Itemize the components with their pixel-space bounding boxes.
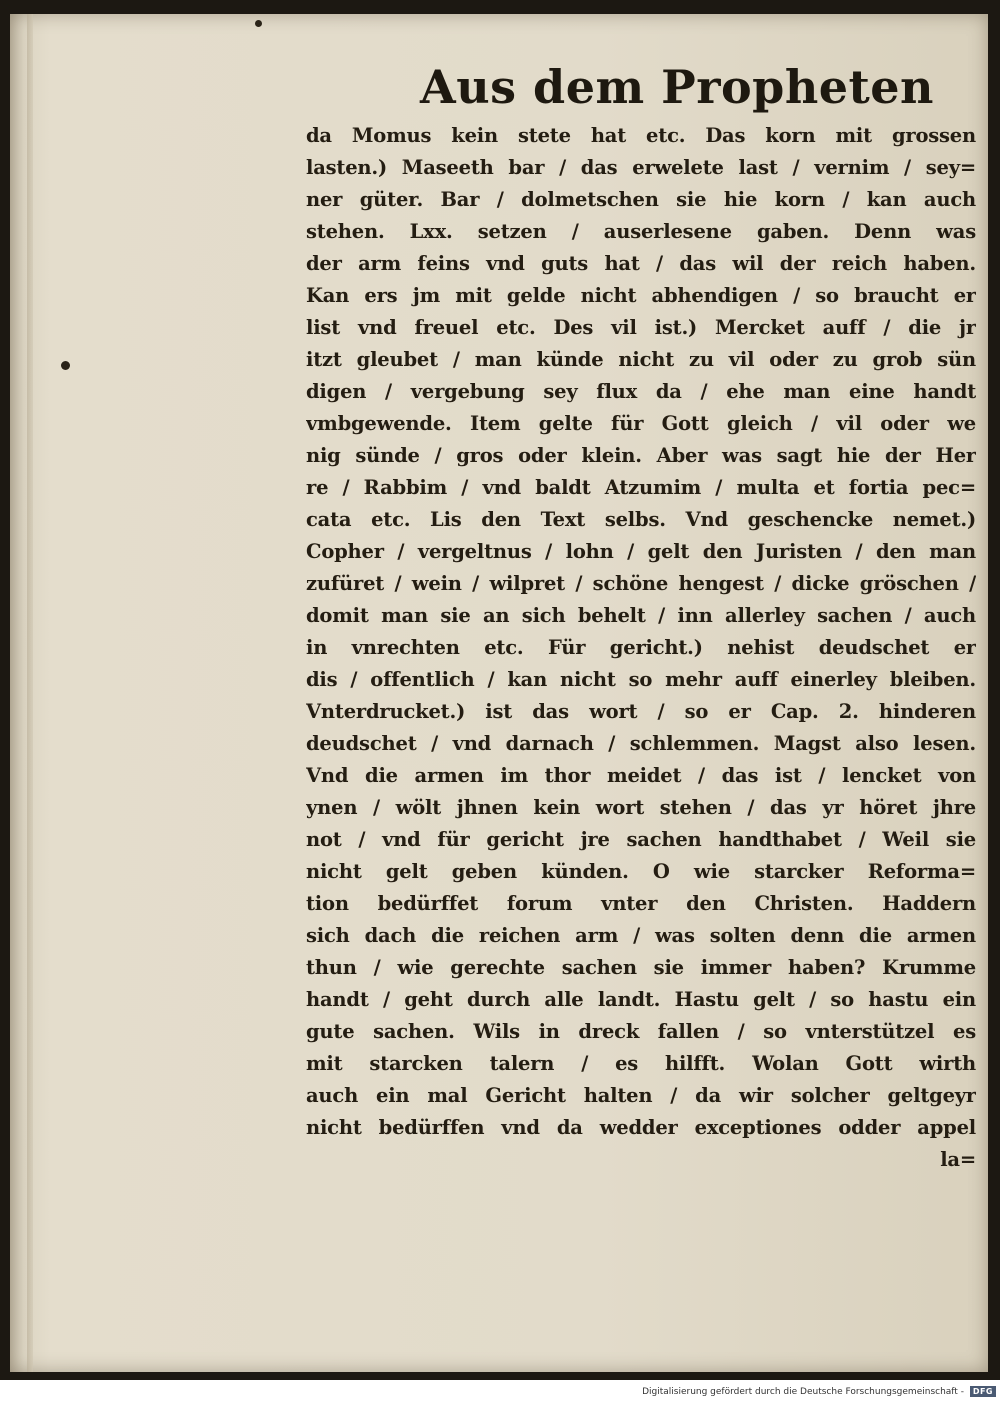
text-line: domit man sie an sich behelt / inn allerley sachen / auch: [306, 604, 976, 627]
text-line: nig sünde / gros oder klein. Aber was sagt hie der Her: [306, 444, 976, 467]
text-line: nicht bedürffen vnd da wedder exceptiones odder appel: [306, 1116, 976, 1139]
text-line: in vnrechten etc. Für gericht.) nehist deudschet er: [306, 636, 976, 659]
text-line: Vnterdrucket.) ist das wort / so er Cap. 2. hinderen: [306, 700, 976, 723]
text-line: sich dach die reichen arm / was solten denn die armen: [306, 924, 976, 947]
text-line: Kan ers jm mit gelde nicht abhendigen / so braucht er: [306, 284, 976, 307]
ink-speck-top: [255, 20, 262, 27]
catchword: la=: [940, 1148, 976, 1171]
text-line: thun / wie gerechte sachen sie immer haben? Krumme: [306, 956, 976, 979]
text-line: list vnd freuel etc. Des vil ist.) Mercket auff / die jr: [306, 316, 976, 339]
text-line: stehen. Lxx. setzen / auserlesene gaben. Denn was: [306, 220, 976, 243]
text-line: zufüret / wein / wilpret / schöne hengest / dicke gröschen /: [306, 572, 976, 595]
credit-text: Digitalisierung gefördert durch die Deutsche Forschungsgemeinschaft -: [642, 1387, 964, 1397]
text-line: der arm feins vnd guts hat / das wil der reich haben.: [306, 252, 976, 275]
text-line: tion bedürffet forum vnter den Christen. Haddern: [306, 892, 976, 915]
text-line: Copher / vergeltnus / lohn / gelt den Juristen / den man: [306, 540, 976, 563]
text-line: dis / offentlich / kan nicht so mehr auff einerley bleiben.: [306, 668, 976, 691]
text-line: not / vnd für gericht jre sachen handthabet / Weil sie: [306, 828, 976, 851]
text-line: da Momus kein stete hat etc. Das korn mit grossen: [306, 124, 976, 147]
text-line: lasten.) Maseeth bar / das erwelete last / vernim / sey=: [306, 156, 976, 179]
text-line: gute sachen. Wils in dreck fallen / so vnterstützel es: [306, 1020, 976, 1043]
text-line: auch ein mal Gericht halten / da wir solcher geltgeyr: [306, 1084, 976, 1107]
text-line: handt / geht durch alle landt. Hastu gelt / so hastu ein: [306, 988, 976, 1011]
text-line: re / Rabbim / vnd baldt Atzumim / multa et fortia pec=: [306, 476, 976, 499]
text-line: ynen / wölt jhnen kein wort stehen / das yr höret jhre: [306, 796, 976, 819]
running-title: Aus dem Propheten: [420, 60, 935, 114]
text-line: deudschet / vnd darnach / schlemmen. Magst also lesen.: [306, 732, 976, 755]
text-line: vmbgewende. Item gelte für Gott gleich / vil oder we: [306, 412, 976, 435]
text-line: mit starcken talern / es hilfft. Wolan Gott wirth: [306, 1052, 976, 1075]
ink-speck-margin: [61, 361, 70, 370]
text-line: itzt gleubet / man künde nicht zu vil oder zu grob sün: [306, 348, 976, 371]
page-gutter: [27, 14, 33, 1372]
text-line: digen / vergebung sey flux da / ehe man eine handt: [306, 380, 976, 403]
text-line: ner güter. Bar / dolmetschen sie hie korn / kan auch: [306, 188, 976, 211]
dfg-logo-icon: DFG: [970, 1386, 996, 1397]
text-line: nicht gelt geben künden. O wie starcker Reforma=: [306, 860, 976, 883]
digitization-credit: [600, 1384, 996, 1400]
body-text: [306, 120, 976, 1176]
text-line: Vnd die armen im thor meidet / das ist / lencket von: [306, 764, 976, 787]
text-line: cata etc. Lis den Text selbs. Vnd geschencke nemet.): [306, 508, 976, 531]
